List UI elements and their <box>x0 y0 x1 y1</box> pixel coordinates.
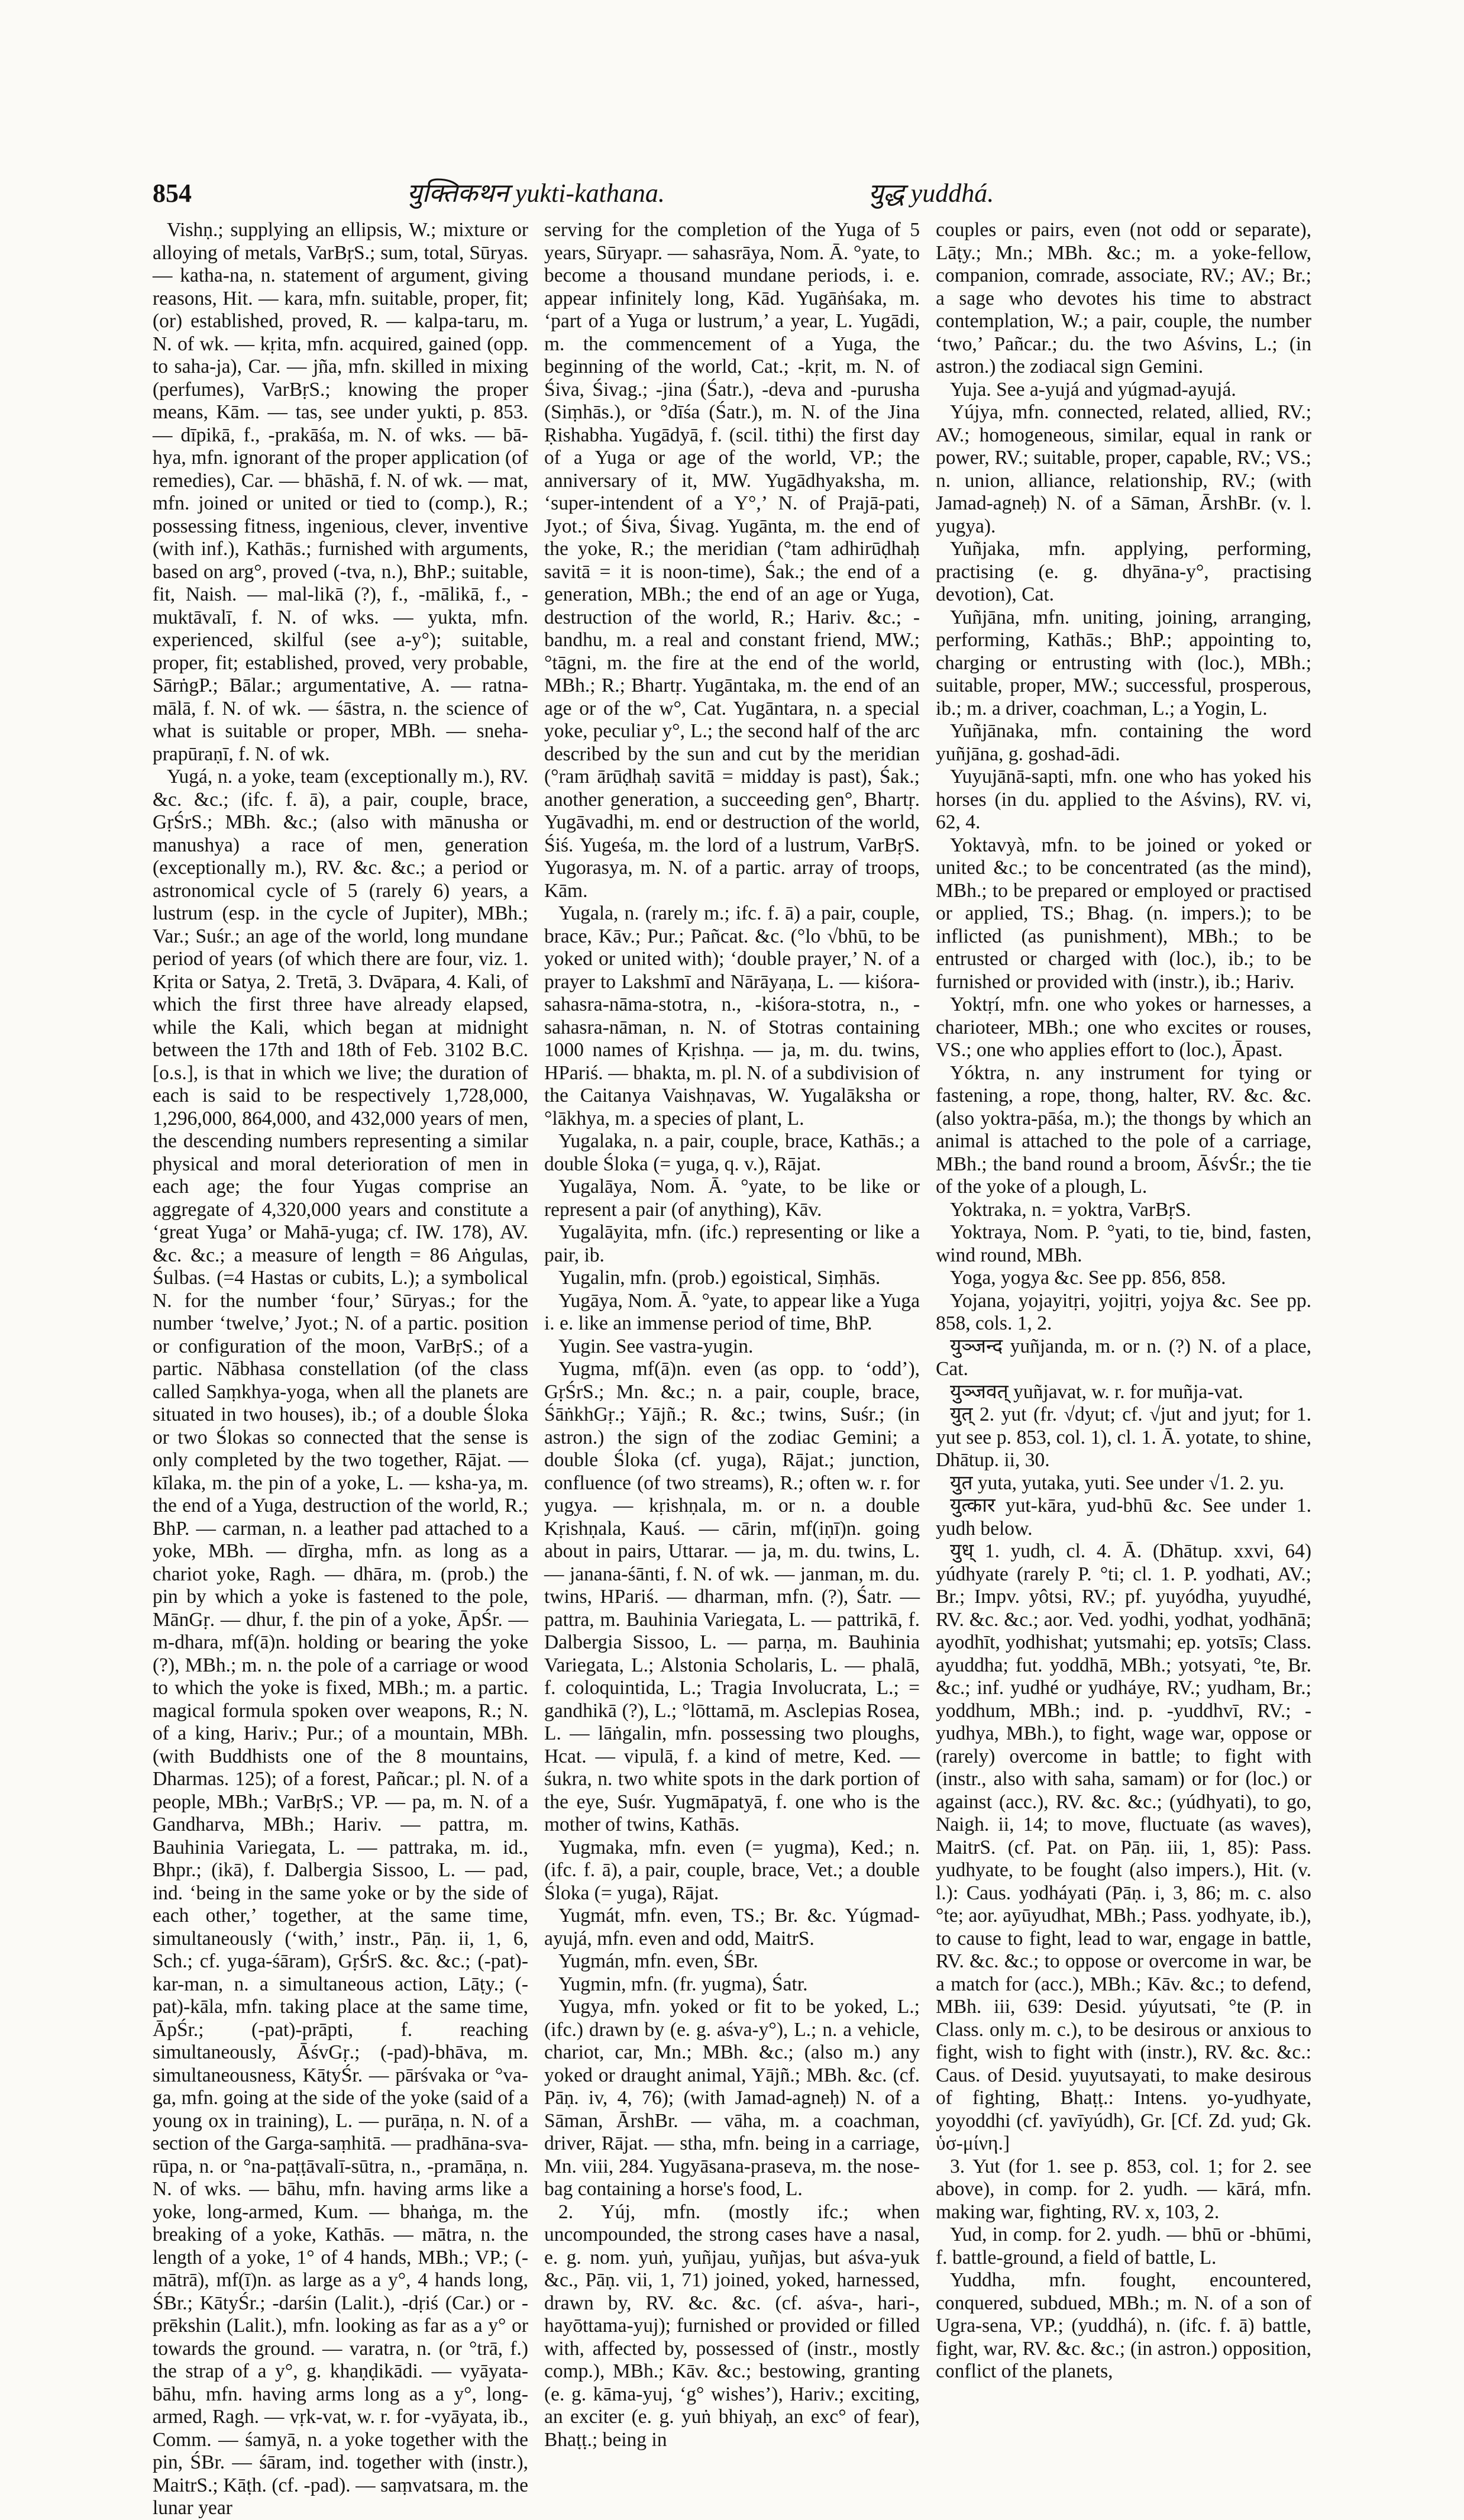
dictionary-entry: Yugalin, mfn. (prob.) egoistical, Siṃhās. <box>558 1267 881 1289</box>
dictionary-entry: युत् 2. yut (fr. √dyut; cf. √jut and jyut; for 1. yut see p. 853, col. 1), cl. 1. Ā. yotate, to shine, Dhātup. ii, 30. <box>936 1403 1311 1471</box>
dictionary-entry: Yugmát, mfn. even, TS.; Br. &c. Yúgmad-ayujá, mfn. even and odd, MaitrS. <box>544 1905 920 1950</box>
dictionary-entry: Yújya, mfn. connected, related, allied, RV.; AV.; homogeneous, similar, equal in rank or power, RV.; suitable, proper, capable, RV.; VS.; n. union, alliance, relationship, RV.; (with Jamad-agneḥ) N. of a Sāman, ĀrshBr. (v. l. yugya). <box>936 401 1311 537</box>
dictionary-entry: Yoktraya, Nom. P. °yati, to tie, bind, fasten, wind round, MBh. <box>936 1221 1311 1266</box>
dictionary-entry: 3. Yut (for 1. see p. 853, col. 1; for 2. see above), in comp. for 2. yudh. — kārá, mfn. making war, fighting, RV. x, 103, 2. <box>936 2155 1311 2223</box>
column-left <box>153 219 528 2519</box>
column-middle <box>544 219 920 2451</box>
dictionary-entry: Yóktra, n. any instrument for tying or fastening, a rope, thong, halter, RV. &c. &c. (also yoktra-pāśa, m.); the thongs by which an animal is attached to the pole of a carriage, MBh.; the band round a broom, ĀśvŚr.; the tie of the yoke of a plough, L. <box>936 1061 1311 1198</box>
column-right <box>936 219 1311 2382</box>
page-header <box>153 173 1311 214</box>
dictionary-entry: युत्कार yut-kāra, yud-bhū &c. See under 1. yudh below. <box>936 1495 1311 1540</box>
dictionary-entry: Yugmaka, mfn. even (= yugma), Ked.; n. (ifc. f. ā), a pair, couple, brace, Vet.; a double Śloka (= yuga), Rājat. <box>544 1836 920 1904</box>
dictionary-entry: couples or pairs, even (not odd or separate), Lāṭy.; Mn.; MBh. &c.; m. a yoke-fellow, companion, comrade, associate, RV.; AV.; Br.; a sage who devotes his time to abstract contemplation, W.; a pair, couple, the number ‘two,’ Pañcar.; du. the two Aśvins, L.; (in astron.) the zodiacal sign Gemini. <box>936 219 1311 377</box>
right-running-headword: युद्ध yuddhá. <box>868 179 994 208</box>
dictionary-entry: Yuyujānā-sapti, mfn. one who has yoked his horses (in du. applied to the Aśvins), RV. vi, 62, 4. <box>936 766 1311 833</box>
dictionary-entry: Yud, in comp. for 2. yudh. — bhū or -bhūmi, f. battle-ground, a field of battle, L. <box>936 2224 1311 2269</box>
dictionary-entry: युध् 1. yudh, cl. 4. Ā. (Dhātup. xxvi, 64) yúdhyate (rarely P. °ti; cl. 1. P. yodhati, AV.; Br.; Impv. yôtsi, RV.; pf. yuyódha, yuyudhé, RV. &c. &c.; aor. Ved. yodhi, yodhat, yodhānā; ayodhīt, yodhishat; yutsmahi; ep. yotsīs; Class. ayuddha; fut. yoddhā, MBh.; yotsyati, °te, Br. &c.; inf. yudhé or yudháye, RV.; yudham, Br.; yoddhum, MBh.; ind. p. -yuddhvī, RV.; -yudhya, MBh.), to fight, wage war, oppose or (rarely) overcome in battle; to fight with (instr., also with saha, samam) or for (loc.) or against (acc.), RV. &c. &c.; (yúdhyati), to go, Naigh. ii, 14; to move, fluctuate (as waves), MaitrS. (cf. Pat. on Pāṇ. iii, 1, 85): Pass. yudhyate, to be fought (also impers.), Hit. (v. l.): Caus. yodháyati (Pāṇ. i, 3, 86; m. c. also °te; aor. ayūyudhat, MBh.; Pass. yodhyate, ib.), to cause to fight, lead to war, engage in battle, RV. &c. &c.; to oppose or overcome in war, be a match for (acc.), MBh.; Kāv. &c.; to defend, MBh. iii, 639: Desid. yúyutsati, °te (P. in Class. only m. c.), to be desirous or anxious to fight, wish to fight with (instr.), RV. &c. &c.: Caus. of Desid. yuyutsayati, to make desirous of fighting, Bhaṭṭ.: Intens. yo-yudhyate, yoyoddhi (cf. yavīyúdh), Gr. [Cf. Zd. yud; Gk. ὑσ-μίνη.] <box>936 1540 1311 2154</box>
dictionary-entry: युञ्जवत् yuñjavat, w. r. for muñja-vat. <box>950 1380 1243 1403</box>
dictionary-entry: Yuddha, mfn. fought, encountered, conquered, subdued, MBh.; m. N. of a son of Ugra-sena, VP.; (yuddhá), n. (ifc. f. ā) battle, fight, war, RV. &c. &c.; (in astron.) opposition, conflict of the planets, <box>936 2269 1311 2382</box>
dictionary-entry: Yojana, yojayitṛi, yojitṛi, yojya &c. See pp. 858, cols. 1, 2. <box>936 1289 1311 1334</box>
dictionary-entry: Yugma, mf(ā)n. even (as opp. to ‘odd’), GṛŚrS.; Mn. &c.; n. a pair, couple, brace, ŚāṅkhGṛ.; Yājñ.; R. &c.; twins, Suśr.; (in astron.) the sign of the zodiac Gemini; a double Śloka (cf. yuga), Rājat.; junction, confluence (of two streams), R.; often w. r. for yugya. — kṛishṇala, m. or n. a double Kṛishṇala, Kauś. — cārin, mf(iṇī)n. going about in pairs, Uttarar. — ja, m. du. twins, L. — janana-śānti, f. N. of wk. — janman, m. du. twins, HPariś. — dharman, mfn. (?), Śatr. — pattra, m. Bauhinia Variegata, L. — pattrikā, f. Dalbergia Sissoo, L. — parṇa, m. Bauhinia Variegata, L.; Alstonia Scholaris, L. — phalā, f. coloquintida, L.; Tragia Involucrata, L.; = gandhikā (?), L.; °lōttamā, m. Asclepias Rosea, L. — lāṅgalin, mfn. possessing two ploughs, Hcat. — vipulā, f. a kind of metre, Ked. — śukra, n. two white spots in the dark portion of the eye, Suśr. Yugmāpatyā, f. one who is the mother of twins, Kathās. <box>544 1358 920 1835</box>
dictionary-entry: Yuñjānaka, mfn. containing the word yuñjāna, g. goshad-ādi. <box>936 720 1311 765</box>
text-columns <box>153 219 1311 2519</box>
dictionary-entry: Yugá, n. a yoke, team (exceptionally m.), RV. &c. &c.; (ifc. f. ā), a pair, couple, brace, GṛŚrS.; MBh. &c.; (also with mānusha or manushya) a race of men, generation (exceptionally m.), RV. &c. &c.; a period or astronomical cycle of 5 (rarely 6) years, a lustrum (esp. in the cycle of Jupiter), MBh.; Var.; Suśr.; an age of the world, long mundane period of years (of which there are four, viz. 1. Kṛita or Satya, 2. Tretā, 3. Dvāpara, 4. Kali, of which the first three have already elapsed, while the Kali, which began at midnight between the 17th and 18th of Feb. 3102 B.C. [o.s.], is that in which we live; the duration of each is said to be respectively 1,728,000, 1,296,000, 864,000, and 432,000 years of men, the descending numbers representing a similar physical and moral deterioration of men in each age; the four Yugas comprise an aggregate of 4,320,000 years and constitute a ‘great Yuga’ or Mahā-yuga; cf. IW. 178), AV. &c. &c.; a measure of length = 86 Aṅgulas, Śulbas. (=4 Hastas or cubits, L.); a symbolical N. for the number ‘four,’ Sūryas.; for the number ‘twelve,’ Jyot.; N. of a partic. position or configuration of the moon, VarBṛS.; of a partic. Nābhasa constellation (of the class called Saṃkhya-yoga, when all the planets are situated in two houses), ib.; of a double Śloka or two Ślokas so connected that the sense is only completed by the two together, Rājat. — kīlaka, m. the pin of a yoke, L. — ksha-ya, m. the end of a Yuga, destruction of the world, R.; BhP. — carman, n. a leather pad attached to a yoke, MBh. — dīrgha, mfn. as long as a chariot yoke, Ragh. — dhāra, m. (prob.) the pin by which a yoke is fastened to the pole, MānGṛ. — dhur, f. the pin of a yoke, ĀpŚr. — m-dhara, mf(ā)n. holding or bearing the yoke (?), MBh.; m. n. the pole of a carriage or wood to which the yoke is fixed, MBh.; m. a partic. magical formula spoken over weapons, R.; N. of a king, Hariv.; Pur.; of a mountain, MBh. (with Buddhists one of the 8 mountains, Dharmas. 125); of a forest, Pañcar.; pl. N. of a people, MBh.; VarBṛS.; VP. — pa, m. N. of a Gandharva, MBh.; Hariv. — pattra, m. Bauhinia Variegata, L. — pattraka, m. id., Bhpr.; (ikā), f. Dalbergia Sissoo, L. — pad, ind. ‘being in the same yoke or by the side of each other,’ together, at the same time, simultaneously (‘with,’ instr., Pāṇ. ii, 1, 6, Sch.; cf. yuga-śāram), GṛŚrS. &c. &c.; (-pat)-kar-man, n. a simultaneous action, Lāṭy.; (-pat)-kāla, mfn. taking place at the same time, ĀpŚr.; (-pat)-prāpti, f. reaching simultaneously, ĀśvGṛ.; (-pad)-bhāva, m. simultaneousness, KātyŚr. — pārśvaka or °va-ga, mfn. going at the side of the yoke (said of a young ox in training), L. — purāṇa, n. N. of a section of the Garga-saṃhitā. — pradhāna-sva-rūpa, n. or °na-paṭṭāvalī-sūtra, n., -pramāṇa, n. N. of wks. — bāhu, mfn. having arms like a yoke, long-armed, Kum. — bhaṅga, m. the breaking of a yoke, Kathās. — mātra, n. the length of a yoke, 1° of 4 hands, MBh.; VP.; (-mātrā), mf(ī)n. as large as a y°, 4 hands long, ŚBr.; KātyŚr.; -darśin (Lalit.), -dṛiś (Car.) or -prēkshin (Lalit.), mfn. looking as far as a y° or towards the ground. — varatra, n. (or °trā, f.) the strap of a y°, g. khaṇḍikādi. — vyāyata-bāhu, mfn. having arms long as a y°, long-armed, Ragh. — vṛk-vat, w. r. for -vyāyata, ib., Comm. — śamyā, n. a yoke together with the pin, ŚBr. — śāram, ind. together with (instr.), MaitrS.; Kāṭh. (cf. -pad). — saṃvatsara, m. the lunar year <box>153 766 528 2519</box>
dictionary-entry: Yuja. See a-yujá and yúgmad-ayujá. <box>950 378 1236 401</box>
left-running-headword: युक्तिकथन yukti-kathana. <box>407 179 665 208</box>
dictionary-entry: Yugalaka, n. a pair, couple, brace, Kathās.; a double Śloka (= yuga, q. v.), Rājat. <box>544 1130 920 1175</box>
dictionary-entry: Yugāya, Nom. Ā. °yate, to appear like a Yuga i. e. like an immense period of time, BhP. <box>544 1289 920 1334</box>
dictionary-entry: Yoktavyà, mfn. to be joined or yoked or united &c.; to be concentrated (as the mind), MBh.; to be prepared or employed or practised or applied, TS.; Bhag. (n. impers.); to be inflicted (as punishment), MBh.; to be entrusted or charged with (loc.), ib.; to be furnished or provided with (instr.), ib.; Hariv. <box>936 834 1311 993</box>
dictionary-entry: 2. Yúj, mfn. (mostly ifc.; when uncompounded, the strong cases have a nasal, e. g. nom. yuṅ, yuñjau, yuñjas, but aśva-yuk &c., Pāṇ. vii, 1, 71) joined, yoked, harnessed, drawn by, RV. &c. &c. (cf. aśva-, hari-, hayōttama-yuj); furnished or provided or filled with, affected by, possessed of (instr., mostly comp.), MBh.; Kāv. &c.; bestowing, granting (e. g. kāma-yuj, ‘g° wishes’), Hariv.; exciting, an exciter (e. g. yuṅ bhiyaḥ, an exc° of fear), Bhaṭṭ.; being in <box>544 2200 920 2451</box>
dictionary-entry: Yuñjāna, mfn. uniting, joining, arranging, performing, Kathās.; BhP.; appointing to, charging or entrusting with (loc.), MBh.; suitable, proper, MW.; successful, prosperous, ib.; m. a driver, coachman, L.; a Yogin, L. <box>936 606 1311 719</box>
dictionary-entry: Yugmán, mfn. even, ŚBr. <box>558 1950 758 1972</box>
page-number: 854 <box>153 179 192 208</box>
dictionary-entry: serving for the completion of the Yuga of 5 years, Sūryapr. — sahasrāya, Nom. Ā. °yate, to become a thousand mundane periods, i. e. appear infinitely long, Kād. Yugāṅśaka, m. ‘part of a Yuga or lustrum,’ a year, L. Yugādi, m. the commencement of a Yuga, the beginning of the world, Cat.; -kṛit, m. N. of Śiva, Śivag.; -jina (Śatr.), -deva and -purusha (Siṃhās.), or °dīśa (Śatr.), m. N. of the Jina Ṛishabha. Yugādyā, f. (scil. tithi) the first day of a Yuga or age of the world, VP.; the anniversary of it, MW. Yugādhyaksha, m. ‘super-intendent of a Y°,’ N. of Prajā-pati, Jyot.; of Śiva, Śivag. Yugānta, m. the end of the yoke, R.; the meridian (°tam adhirūḍhaḥ savitā = it is noon-time), Śak.; the end of a generation, MBh.; the end of an age or Yuga, destruction of the world, R.; Hariv. &c.; -bandhu, m. a real and constant friend, MW.; °tāgni, m. the fire at the end of the world, MBh.; R.; Bhartṛ. Yugāntaka, m. the end of an age or of the w°, Cat. Yugāntara, n. a special yoke, peculiar y°, L.; the second half of the arc described by the sun and cut by the meridian (°ram ārūḍhaḥ savitā = midday is past), Śak.; another generation, a succeeding gen°, Bhartṛ. Yugāvadhi, m. end or destruction of the world, Śiś. Yugeśa, m. the lord of a lustrum, VarBṛS. Yugorasya, m. N. of a partic. array of troops, Kām. <box>544 219 920 902</box>
dictionary-entry: Yugala, n. (rarely m.; ifc. f. ā) a pair, couple, brace, Kāv.; Pur.; Pañcat. &c. (°lo √bhū, to be yoked or united with); ‘double prayer,’ N. of a prayer to Lakshmī and Nārāyaṇa, L. — kiśora-sahasra-nāma-stotra, n., -kiśora-stotra, n., -sahasra-nāman, n. N. of Stotras containing 1000 names of Kṛishṇa. — ja, m. du. twins, HPariś. — bhakta, m. pl. N. of a subdivision of the Caitanya Vaishṇavas, W. Yugalāksha or °lākhya, m. a species of plant, L. <box>544 902 920 1130</box>
dictionary-entry: Yoga, yogya &c. See pp. 856, 858. <box>950 1267 1226 1289</box>
dictionary-entry: Yugalāya, Nom. Ā. °yate, to be like or represent a pair (of anything), Kāv. <box>544 1176 920 1221</box>
dictionary-entry: युञ्जन्द yuñjanda, m. or n. (?) N. of a place, Cat. <box>936 1335 1311 1380</box>
dictionary-entry: Yugalāyita, mfn. (ifc.) representing or like a pair, ib. <box>544 1221 920 1266</box>
dictionary-entry: Yugmin, mfn. (fr. yugma), Śatr. <box>558 1973 808 1995</box>
dictionary-entry: Yoktraka, n. = yoktra, VarBṛS. <box>950 1198 1191 1221</box>
dictionary-entry: युत yuta, yutaka, yuti. See under √1. 2. yu. <box>950 1472 1284 1494</box>
dictionary-entry: Yoktṛí, mfn. one who yokes or harnesses, a charioteer, MBh.; one who excites or rouses, VS.; one who applies effort to (loc.), Āpast. <box>936 993 1311 1061</box>
dictionary-entry: Yugya, mfn. yoked or fit to be yoked, L.; (ifc.) drawn by (e. g. aśva-y°), L.; n. a vehicle, chariot, car, Mn.; MBh. &c.; (also m.) any yoked or draught animal, Yājñ.; MBh. &c. (cf. Pāṇ. iv, 4, 76); (with Jamad-agneḥ) N. of a Sāman, ĀrshBr. — vāha, m. a coachman, driver, Rājat. — stha, mfn. being in a carriage, Mn. viii, 284. Yugyāsana-praseva, m. the nose-bag containing a horse's food, L. <box>544 1996 920 2200</box>
dictionary-entry: Vishṇ.; supplying an ellipsis, W.; mixture or alloying of metals, VarBṛS.; sum, total, Sūryas. — katha-na, n. statement of argument, giving reasons, Hit. — kara, mfn. suitable, proper, fit; (or) established, proved, R. — kalpa-taru, m. N. of wk. — kṛita, mfn. acquired, gained (opp. to saha-ja), Car. — jña, mfn. skilled in mixing (perfumes), VarBṛS.; knowing the proper means, Kām. — tas, see under yukti, p. 853. — dīpikā, f., -prakāśa, m. N. of wks. — bā-hya, mfn. ignorant of the proper application (of remedies), Car. — bhāshā, f. N. of wk. — mat, mfn. joined or united or tied to (comp.), R.; possessing fitness, ingenious, clever, inventive (with inf.), Kathās.; furnished with arguments, based on arg°, proved (-tva, n.), BhP.; suitable, fit, Naish. — mal-likā (?), f., -mālikā, f., -muktāvalī, f. N. of wks. — yukta, mfn. experienced, skilful (see a-y°); suitable, proper, fit; established, proved, very probable, SārṅgP.; Bālar.; argumentative, A. — ratna-mālā, f. N. of wk. — śāstra, n. the science of what is suitable or proper, MBh. — sneha-prapūraṇī, f. N. of wk. <box>153 219 528 765</box>
dictionary-entry: Yuñjaka, mfn. applying, performing, practising (e. g. dhyāna-y°, practising devotion), Cat. <box>936 538 1311 605</box>
dictionary-entry: Yugin. See vastra-yugin. <box>558 1335 754 1357</box>
